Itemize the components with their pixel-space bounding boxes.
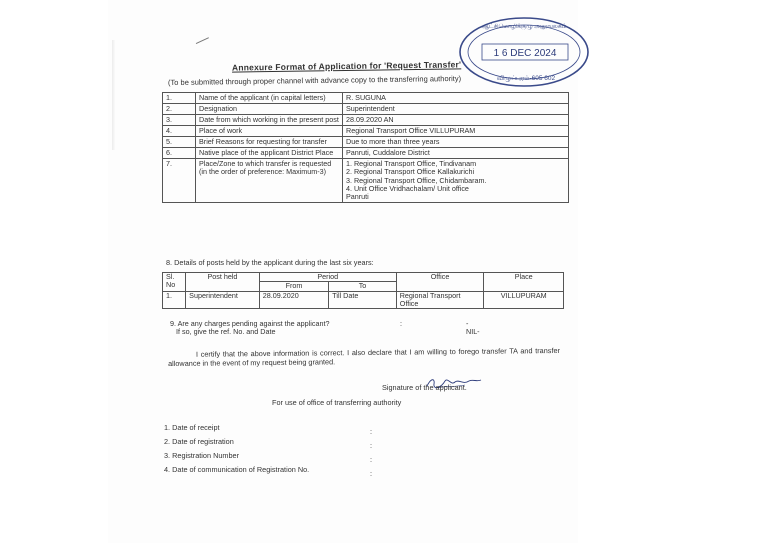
section-8-heading: 8. Details of posts held by the applicant during the last six years: xyxy=(166,258,374,267)
form-row-value: 1. Regional Transport Office, Tindivanam 2. Regional Transport Office Kallakurichi 3. Regional Transport Office, Chidambaram. 4. Unit Office Vridhachalam/ Unit office Panruti xyxy=(343,159,569,202)
post-office: Regional Transport Office xyxy=(396,291,484,309)
form-row-value: Panruti, Cuddalore District xyxy=(343,148,569,159)
post-held: Superintendent xyxy=(186,291,260,309)
stamp-bottom-text: விழுப்புரம்-605 602 xyxy=(496,75,556,82)
form-row-number: 5. xyxy=(163,137,196,148)
form-row-number: 7. xyxy=(163,159,196,202)
post-from: 28.09.2020 xyxy=(259,291,329,309)
office-use-heading: For use of office of transferring authority xyxy=(272,398,402,407)
form-row-number: 3. xyxy=(163,115,196,126)
document-title: Annexure Format of Application for 'Request Transfer' xyxy=(231,59,462,73)
question-9-answer: -NIL- xyxy=(466,319,480,337)
post-place: VILLUPURAM xyxy=(484,291,564,309)
form-row-field: Date from which working in the present post xyxy=(196,115,343,126)
table-row xyxy=(163,159,569,202)
form-row-field: Place/Zone to which transfer is requested (in the order of preference: Maximum-3) xyxy=(196,159,343,202)
registration-colon: : xyxy=(370,427,373,436)
question-9 xyxy=(170,319,480,337)
registration-item-date: 2. Date of registration xyxy=(164,437,234,446)
post-sl: 1. xyxy=(163,291,186,309)
form-row-field: Name of the applicant (in capital letters) xyxy=(196,93,343,104)
registration-colon: : xyxy=(370,469,373,478)
stamp-date: 1 6 DEC 2024 xyxy=(493,48,557,59)
posts-header-post: Post held xyxy=(186,273,260,292)
certification-text: I certify that the above information is correct. I also declare that I am willing to forego transfer TA and transfer allowance in the event of my request being granted. xyxy=(168,345,560,369)
office-seal xyxy=(452,14,592,90)
posts-header-period: Period xyxy=(259,273,396,282)
table-row xyxy=(163,126,569,137)
table-row xyxy=(163,115,569,126)
form-row-value: 28.09.2020 AN xyxy=(343,115,569,126)
form-row-field: Brief Reasons for requesting for transfer xyxy=(196,137,343,148)
registration-item-communication: 4. Date of communication of Registration No. xyxy=(164,465,310,474)
signature-label: Signature of the applicant. xyxy=(382,383,467,392)
form-row-field: Native place of the applicant District Place xyxy=(196,148,343,159)
form-row-number: 2. xyxy=(163,104,196,115)
form-row-number: 6. xyxy=(163,148,196,159)
registration-item-number: 3. Registration Number xyxy=(164,451,240,460)
registration-colon: : xyxy=(370,455,373,464)
table-row xyxy=(163,291,564,309)
form-row-number: 1. xyxy=(163,93,196,104)
form-row-value: R. SUGUNA xyxy=(343,93,569,104)
posts-header-from: From xyxy=(259,282,329,291)
posts-header-sl: Sl. No xyxy=(163,273,186,292)
table-row xyxy=(163,137,569,148)
posts-header-to: To xyxy=(329,282,397,291)
form-row-field: Place of work xyxy=(196,126,343,137)
form-row-value: Superintendent xyxy=(343,104,569,115)
registration-item-receipt: 1. Date of receipt xyxy=(164,423,220,432)
form-row-number: 4. xyxy=(163,126,196,137)
page-fold-shadow xyxy=(112,40,116,150)
stamp-top-text: ஆட்சிமொழிக்குழு அலுவலகம் xyxy=(481,24,567,30)
posts-held-table xyxy=(162,272,564,309)
registration-colon: : xyxy=(370,441,373,450)
application-form-table xyxy=(162,92,569,203)
question-9-line2: If so, give the ref. No. and Date xyxy=(176,327,276,337)
form-row-value: Regional Transport Office VILLUPURAM xyxy=(343,126,569,137)
posts-header-office: Office xyxy=(396,273,484,292)
document-subtitle: (To be submitted through proper channel with advance copy to the transferring authority) xyxy=(167,73,462,88)
question-9-colon: : xyxy=(400,319,402,328)
posts-header-place: Place xyxy=(484,273,564,292)
table-row xyxy=(163,93,569,104)
table-row xyxy=(163,148,569,159)
form-row-field: Designation xyxy=(196,104,343,115)
post-to: Till Date xyxy=(329,291,397,309)
form-row-value: Due to more than three years xyxy=(343,137,569,148)
question-9-line1: 9. Are any charges pending against the applicant? xyxy=(170,319,330,328)
table-row xyxy=(163,104,569,115)
